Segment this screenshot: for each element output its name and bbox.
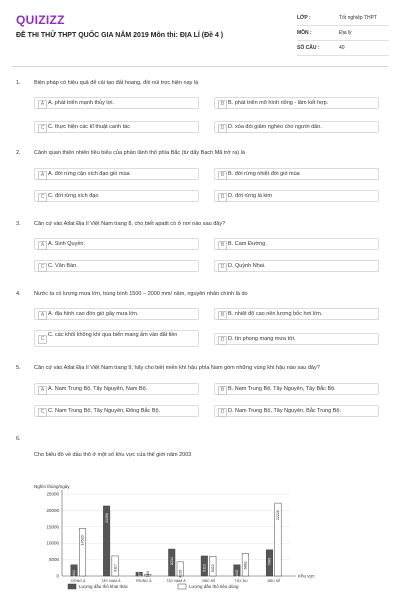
question-text: Căn cứ vào Atlat Địa lí Việt Nam trang 8, cho biết apatit có ở nơi nào sau đây? bbox=[34, 221, 226, 227]
option-c[interactable] bbox=[34, 330, 199, 347]
bar-value-label: 503 bbox=[145, 571, 150, 577]
option-text: C. Nam Trung Bộ, Tây Nguyên, Đông Bắc Bộ. bbox=[48, 408, 161, 414]
option-text: C. Văn Bàn. bbox=[48, 263, 78, 269]
option-letter: C bbox=[38, 335, 47, 344]
option-text: A. phát triển mạnh thủy lợi. bbox=[48, 100, 114, 106]
bar-value-label: 14520 bbox=[80, 535, 85, 546]
option-c[interactable] bbox=[34, 405, 199, 417]
option-text: A. đới rừng cận xích đạo gió mùa bbox=[48, 171, 130, 177]
option-letter: A bbox=[38, 100, 47, 109]
question-number: 2. bbox=[16, 150, 21, 156]
question-text: Cho biểu đồ về dầu thô ở một số khu vực của thế giới năm 2003 bbox=[34, 452, 192, 458]
bar-value-label: 1172 bbox=[137, 570, 142, 578]
option-letter: D bbox=[218, 336, 227, 345]
option-letter: B bbox=[218, 241, 227, 250]
exam-title: ĐỀ THI THỬ THPT QUỐC GIA NĂM 2019 Môn thi: ĐỊA LÍ (Đề 4 ) bbox=[16, 32, 224, 39]
y-tick-label: 25000 bbox=[46, 491, 59, 497]
bar-value-label: 6882 bbox=[243, 561, 248, 570]
option-letter: B bbox=[218, 386, 227, 395]
question-text: Nước ta có lượng mưa lớn, trung bình 1500 – 2000 mm/ năm, nguyên nhân chính là do bbox=[34, 291, 248, 297]
meta-label: LỚP : bbox=[297, 15, 311, 21]
meta-label: SỐ CÂU : bbox=[297, 45, 320, 51]
option-text: B. Nam Trung Bộ, Tây Nguyên, Tây Bắc Bộ. bbox=[228, 386, 336, 392]
option-a[interactable] bbox=[34, 238, 199, 250]
question-number: 5. bbox=[16, 365, 21, 371]
bar-value-label: 8214 bbox=[169, 557, 174, 566]
bar-value-label: 6117 bbox=[113, 564, 118, 572]
x-tick-label: TÂY NAM Á bbox=[101, 579, 121, 583]
x-tick-label: BẮC MĨ bbox=[267, 579, 280, 583]
x-tick-label: TÂY ÂU bbox=[234, 579, 248, 583]
question-text: Biện pháp có hiệu quả để cải tạo đất hoang, đồi núi trọc hiện nay là bbox=[34, 80, 199, 86]
option-d[interactable] bbox=[214, 405, 379, 417]
option-text: D. Quỳnh Nhai. bbox=[228, 263, 266, 269]
question-6-prompt bbox=[34, 452, 374, 458]
exam-meta bbox=[297, 11, 389, 56]
x-axis-label: Khu vực bbox=[298, 573, 315, 579]
bar-value-label: 4315 bbox=[178, 569, 183, 578]
option-letter: D bbox=[218, 193, 227, 202]
x-tick-label: BẮC MĨ bbox=[202, 579, 215, 583]
option-b[interactable] bbox=[214, 238, 379, 250]
meta-value: Địa lý bbox=[339, 30, 352, 36]
option-letter: B bbox=[218, 171, 227, 180]
header-divider bbox=[12, 66, 388, 67]
option-letter: C bbox=[38, 408, 47, 417]
option-a[interactable] bbox=[34, 308, 199, 320]
option-c[interactable] bbox=[34, 121, 199, 133]
legend-label: Lượng dầu thô khai thác bbox=[79, 584, 128, 589]
option-b[interactable] bbox=[214, 97, 379, 109]
y-axis-label: Nghìn thùng/ngày bbox=[34, 484, 70, 489]
option-letter: C bbox=[38, 263, 47, 272]
y-tick-label: 10000 bbox=[46, 540, 59, 546]
meta-subject bbox=[297, 26, 389, 41]
option-d[interactable] bbox=[214, 190, 379, 202]
option-b[interactable] bbox=[214, 308, 379, 320]
x-tick-label: TÂY NAM Á bbox=[166, 579, 186, 583]
option-a[interactable] bbox=[34, 168, 199, 180]
y-tick-label: 20000 bbox=[46, 507, 59, 513]
option-c[interactable] bbox=[34, 190, 199, 202]
quizizz-logo: QUIZIZZ bbox=[16, 13, 65, 27]
option-text: D. tín phong mang mưa tới. bbox=[228, 336, 296, 342]
option-text: D. Nam Trung Bộ, Tây Nguyên, Bắc Trung Bộ. bbox=[228, 408, 342, 414]
y-tick-label: 0 bbox=[56, 573, 59, 579]
x-tick-label: ĐÔNG Á bbox=[71, 579, 86, 583]
option-letter: B bbox=[218, 311, 227, 320]
option-text: A. địa hình cao đón gió gây mưa lớn. bbox=[48, 311, 139, 317]
meta-question-count bbox=[297, 41, 389, 56]
option-text: B. phát triển mô hình nông - lâm kết hợp. bbox=[228, 100, 329, 106]
option-text: C. đới rừng xích đạo bbox=[48, 193, 99, 199]
meta-value: 40 bbox=[339, 45, 345, 51]
y-tick-label: 5000 bbox=[48, 557, 59, 563]
meta-label: MÔN : bbox=[297, 30, 312, 36]
bar-value-label: 6113 bbox=[202, 564, 207, 572]
option-letter: A bbox=[38, 241, 47, 250]
option-text: C. thực hiện các kĩ thuật canh tác bbox=[48, 124, 130, 130]
legend-label: Lượng dầu thô tiêu dùng bbox=[189, 584, 239, 589]
option-text: B. đới rừng nhiệt đới gió mùa bbox=[228, 171, 300, 177]
question-number: 4. bbox=[16, 291, 21, 297]
question-number: 3. bbox=[16, 221, 21, 227]
option-text: A. Sinh Quyền. bbox=[48, 241, 85, 247]
meta-value: Tốt nghiệp THPT bbox=[339, 15, 377, 21]
bar-value-label: 21356 bbox=[104, 512, 109, 523]
option-letter: D bbox=[218, 124, 227, 133]
option-text: A. Nam Trung Bộ, Tây Nguyên, Nam Bộ. bbox=[48, 386, 148, 392]
option-d[interactable] bbox=[214, 333, 379, 345]
option-d[interactable] bbox=[214, 121, 379, 133]
option-a[interactable] bbox=[34, 97, 199, 109]
option-text: B. Cam Đường. bbox=[228, 241, 267, 247]
question-text: Căn cứ vào Atlat Địa lí Việt Nam trang 9, hãy cho biết miền khí hậu phía Nam gồm những vùng khí hậu nào sau đây? bbox=[34, 365, 320, 371]
option-text: B. nhiệt độ cao nên lượng bốc hơi lớn. bbox=[228, 311, 323, 317]
question-number: 1. bbox=[16, 80, 21, 86]
option-letter: C bbox=[38, 193, 47, 202]
option-letter: C bbox=[38, 124, 47, 133]
bar-value-label: 3414 bbox=[72, 570, 77, 578]
option-c[interactable] bbox=[34, 260, 199, 272]
option-a[interactable] bbox=[34, 383, 199, 395]
option-b[interactable] bbox=[214, 168, 379, 180]
option-letter: A bbox=[38, 311, 47, 320]
bar-value-label: 22226 bbox=[276, 510, 281, 521]
option-letter: D bbox=[218, 263, 227, 272]
option-text: C. các khối không khí qua biển mang ẩm vào đất liền bbox=[48, 332, 178, 338]
option-b[interactable] bbox=[214, 383, 379, 395]
option-d[interactable] bbox=[214, 260, 379, 272]
question-number: 6. bbox=[16, 436, 21, 442]
x-tick-label: TRUNG Á bbox=[135, 579, 152, 583]
option-text: D. đới rừng lá kim bbox=[228, 193, 272, 199]
legend-swatch bbox=[178, 584, 186, 589]
option-letter: B bbox=[218, 100, 227, 109]
option-letter: A bbox=[38, 386, 47, 395]
bar-value-label: 7986 bbox=[267, 557, 272, 566]
option-letter: D bbox=[218, 408, 227, 417]
option-text: D. xóa đói giảm nghèo cho người dân. bbox=[228, 124, 322, 130]
legend-swatch bbox=[68, 584, 76, 589]
oil-bar-chart bbox=[34, 480, 354, 598]
meta-class bbox=[297, 11, 389, 26]
bar-value-label: 3415 bbox=[235, 570, 240, 578]
option-letter: A bbox=[38, 171, 47, 180]
question-text: Cảnh quan thiên nhiên tiêu biểu của phần lãnh thổ phía Bắc (từ dãy Bạch Mã trở ra) là bbox=[34, 150, 245, 156]
bar-value-label: 6022 bbox=[211, 564, 216, 573]
y-tick-label: 15000 bbox=[46, 524, 59, 530]
